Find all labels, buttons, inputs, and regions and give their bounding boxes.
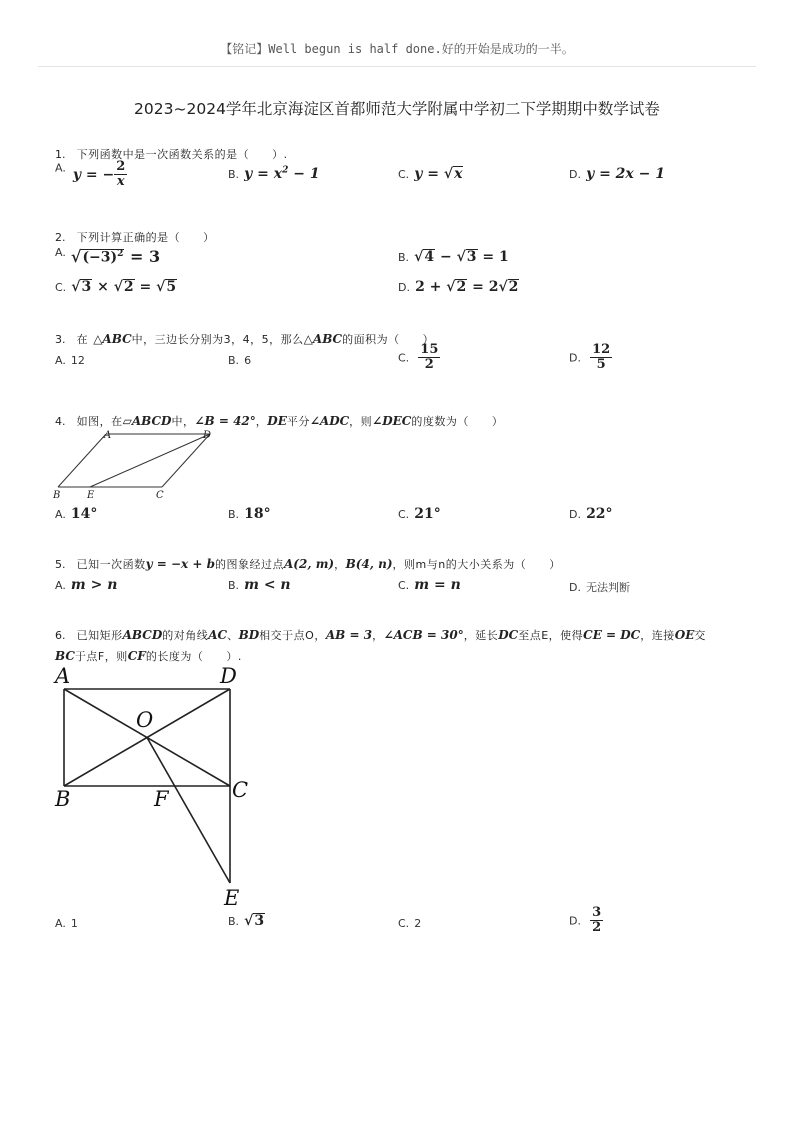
question-number: 3.	[55, 333, 66, 346]
math-inline: ∠DEC	[372, 414, 412, 428]
math-expression: y = 2x − 1	[586, 166, 665, 182]
question-number: 1.	[55, 148, 66, 161]
option-letter: C.	[55, 281, 67, 294]
option-letter: C.	[398, 917, 410, 930]
parallelogram-figure	[50, 426, 220, 502]
question-number: 5.	[55, 558, 66, 571]
math-expression: √4 − √3 = 1	[414, 249, 509, 265]
question-text: 在	[76, 333, 89, 346]
question-text: 平分	[286, 415, 310, 428]
q6-option-c	[398, 912, 421, 931]
question-text: 交	[694, 629, 706, 642]
label-b: B	[53, 490, 61, 501]
q1-option-a	[55, 160, 127, 190]
q3-option-d	[569, 343, 612, 373]
math-inline: AB = 3	[325, 628, 373, 642]
option-letter: D.	[569, 914, 581, 928]
question-text: ，	[372, 629, 384, 642]
question-number: 2.	[55, 231, 66, 244]
option-value: 6	[244, 354, 252, 367]
option-letter: A.	[55, 917, 66, 930]
label-a: A	[55, 664, 71, 688]
q5-option-d	[569, 576, 630, 595]
math-inline: A(2, m)	[284, 557, 335, 571]
edge-dc	[162, 434, 210, 487]
q4-option-b	[228, 503, 271, 522]
label-f: F	[154, 787, 169, 811]
option-value: 2	[414, 917, 422, 930]
question-text: ，则m与n的大小关系为（ ）	[392, 558, 561, 571]
label-d: D	[203, 430, 212, 441]
math-inline: ∠B = 42°	[194, 414, 256, 428]
header-divider	[38, 66, 756, 67]
question-text: 下列函数中是一次函数关系的是（ ）.	[76, 148, 288, 161]
option-letter: C.	[398, 351, 410, 365]
option-value: 12	[70, 354, 85, 367]
edge-ab	[58, 434, 106, 487]
option-letter: D.	[569, 581, 581, 594]
label-a: A	[104, 430, 112, 441]
question-text: 的对角线	[162, 629, 209, 642]
label-c: C	[232, 778, 249, 802]
math-expression: 22°	[586, 506, 613, 522]
question-text: 相交于点O，	[259, 629, 326, 642]
option-value: 无法判断	[586, 581, 631, 594]
question-text: ，延长	[463, 629, 499, 642]
math-inline: △ABC	[93, 332, 132, 346]
segment-de	[90, 434, 210, 487]
math-expression: 21°	[414, 506, 441, 522]
question-text: 已知矩形	[76, 629, 123, 642]
math-inline: BD	[238, 628, 260, 642]
q6-option-d	[569, 906, 603, 936]
math-inline: y = −x + b	[145, 557, 215, 571]
question-text: ，	[334, 558, 346, 571]
q2-option-d	[398, 276, 519, 295]
question-text: 如图，在	[76, 415, 123, 428]
q1-option-b	[228, 163, 320, 182]
question-text: 、	[227, 629, 239, 642]
math-expression: 14°	[70, 506, 98, 522]
q5-option-a	[55, 574, 117, 593]
question-text: 于点F，则	[74, 650, 128, 663]
option-letter: C.	[398, 168, 410, 181]
option-letter: D.	[569, 351, 581, 365]
option-letter: A.	[55, 161, 66, 175]
option-letter: D.	[569, 508, 581, 521]
math-expression: m > n	[70, 577, 118, 593]
question-5-stem	[55, 553, 561, 572]
math-inline: BC	[55, 649, 75, 663]
math-inline: CE = DC	[583, 628, 641, 642]
math-inline: ∠ACB = 30°	[383, 628, 464, 642]
math-inline: ABCD	[122, 628, 163, 642]
question-text: ，则	[349, 415, 373, 428]
question-number: 4.	[55, 415, 66, 428]
question-text: ，连接	[640, 629, 675, 642]
q3-option-a	[55, 349, 85, 368]
label-c: C	[156, 490, 164, 501]
question-text: 中，三边长分别为3，4，5，那么	[131, 333, 304, 346]
math-expression: y = √x	[414, 166, 463, 182]
math-inline: DC	[498, 628, 519, 642]
q1-option-c	[398, 163, 463, 182]
math-expression: √3 × √2 = √5	[71, 279, 177, 295]
q2-option-c	[55, 276, 177, 295]
question-number: 6.	[55, 629, 66, 642]
math-expression: 18°	[244, 506, 271, 522]
label-o: O	[136, 708, 154, 732]
math-expression: 2 + √2 = 2√2	[415, 279, 519, 295]
question-2-stem	[55, 226, 215, 245]
q1-option-d	[569, 163, 665, 182]
question-text: ，	[255, 415, 268, 428]
rectangle-figure	[50, 660, 260, 910]
math-expression: $y = x^2 - 1$	[244, 165, 320, 182]
fraction: $\frac{12}{5}$	[592, 342, 611, 373]
q4-option-c	[398, 503, 441, 522]
option-letter: B.	[228, 579, 240, 592]
option-value: 1	[70, 917, 78, 930]
question-text: 的长度为（ ）.	[145, 650, 242, 663]
option-letter: B.	[228, 354, 240, 367]
math-expression: y = −	[72, 167, 115, 184]
q6-option-b	[228, 910, 265, 929]
label-e: E	[87, 490, 95, 501]
fraction: $\frac{15}{2}$	[420, 342, 439, 373]
math-inline: ▱ABCD	[122, 414, 172, 428]
math-expression: $√(-3)^2 = 3$	[70, 247, 161, 266]
question-text: 下列计算正确的是（ ）	[76, 231, 215, 244]
q6-option-a	[55, 912, 78, 931]
q4-option-a	[55, 503, 97, 522]
question-text: 已知一次函数	[76, 558, 146, 571]
q3-option-c	[398, 343, 440, 373]
question-text: 的图象经过点	[215, 558, 284, 571]
exam-title: 2023~2024学年北京海淀区首都师范大学附属中学初二下学期期中数学试卷	[134, 100, 660, 118]
option-letter: D.	[569, 168, 581, 181]
math-inline: AC	[208, 628, 228, 642]
option-letter: A.	[55, 246, 66, 259]
question-6-stem-line1	[55, 624, 706, 643]
label-b: B	[55, 787, 71, 811]
math-inline: CF	[127, 649, 146, 663]
question-text: 的面积为（ ）	[342, 333, 435, 346]
math-inline: B(4, n)	[345, 557, 393, 571]
label-e: E	[224, 886, 240, 910]
option-letter: B.	[398, 251, 410, 264]
fraction: $\frac{2}{x}$	[116, 159, 126, 190]
math-expression: m = n	[414, 577, 461, 593]
q4-option-d	[569, 503, 613, 522]
q2-option-b	[398, 246, 509, 265]
fraction: $\frac{3}{2}$	[592, 905, 602, 936]
q2-option-a	[55, 246, 160, 266]
q3-option-b	[228, 349, 251, 368]
option-letter: D.	[398, 281, 410, 294]
math-inline: ∠ADC	[309, 414, 350, 428]
question-text: 至点E，使得	[518, 629, 584, 642]
option-letter: C.	[398, 579, 410, 592]
option-letter: A.	[55, 508, 66, 521]
option-letter: B.	[228, 508, 240, 521]
q5-option-c	[398, 574, 461, 593]
question-3-stem	[55, 328, 434, 347]
label-d: D	[220, 664, 237, 688]
option-letter: A.	[55, 579, 66, 592]
math-inline: △ABC	[303, 332, 343, 346]
option-letter: A.	[55, 354, 66, 367]
q5-option-b	[228, 574, 291, 593]
question-text: 中，	[171, 415, 195, 428]
math-inline: DE	[267, 414, 287, 428]
math-inline: OE	[674, 628, 695, 642]
option-letter: C.	[398, 508, 410, 521]
option-letter: B.	[228, 168, 240, 181]
math-expression: √3	[244, 913, 265, 929]
header-motto: 【铭记】Well begun is half done.好的开始是成功的一半。	[220, 42, 574, 56]
math-expression: m < n	[244, 577, 291, 593]
question-text: 的度数为（ ）	[411, 415, 504, 428]
option-letter: B.	[228, 915, 240, 928]
